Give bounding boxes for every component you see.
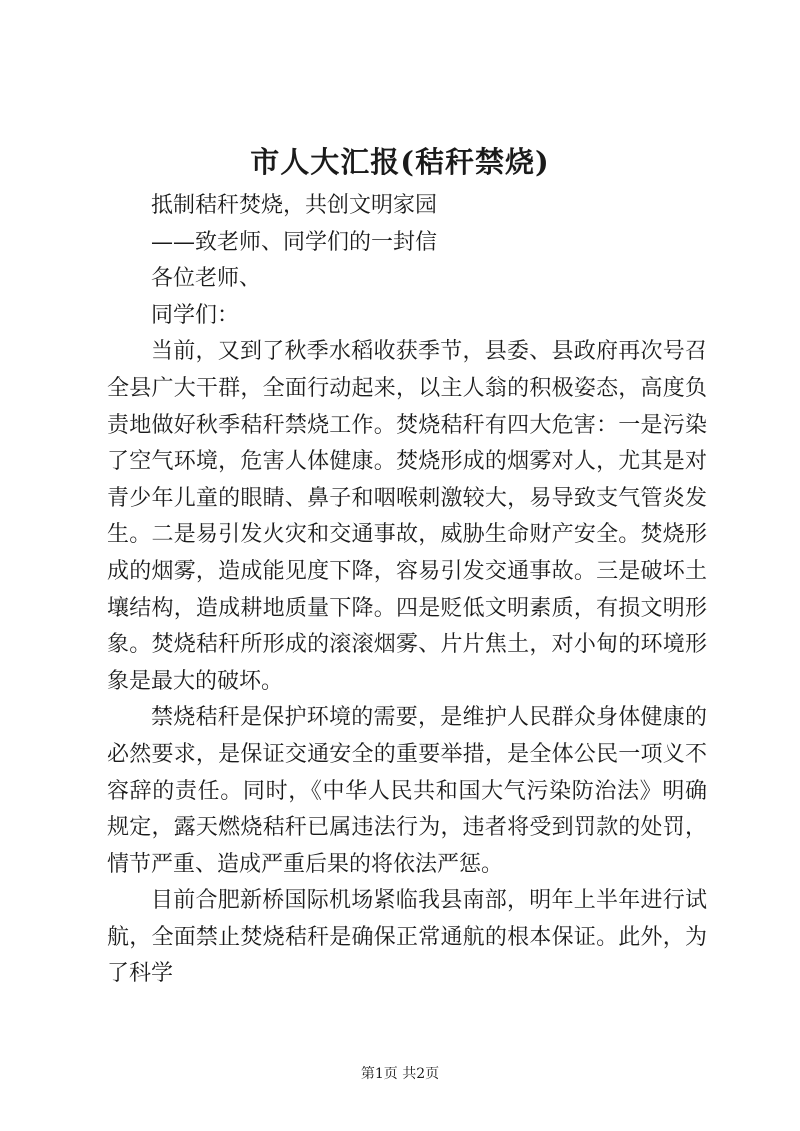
page-footer [0, 1063, 800, 1083]
page-indicator: 第1页 共2页 [360, 1066, 440, 1082]
salutation-line-1: 各位老师、 [151, 266, 262, 292]
document-body [107, 188, 707, 993]
document-title: 市人大汇报(秸秆禁烧) [250, 145, 550, 179]
body-paragraph: 目前合肥新桥国际机场紧临我县南部，明年上半年进行试航，全面禁止焚烧秸秆是确保正常通航的根本保证。此外，为了科学 [107, 888, 707, 987]
letter-subheading: ——致老师、同学们的一封信 [151, 229, 438, 255]
body-paragraph: 禁烧秸秆是保护环境的需要，是维护人民群众身体健康的必然要求，是保证交通安全的重要举措，是全体公民一项义不容辞的责任。同时，《中华人民共和国大气污染防治法》明确规定，露天燃烧秸秆已属违法行为，违者将受到罚款的处罚，情节严重、造成严重后果的将依法严惩。 [107, 705, 707, 877]
body-paragraph: 当前，又到了秋季水稻收获季节，县委、县政府再次号召全县广大干群，全面行动起来，以主人翁的积极姿态，高度负责地做好秋季秸秆禁烧工作。焚烧秸秆有四大危害：一是污染了空气环境，危害人体健康。焚烧形成的烟雾对人，尤其是对青少年儿童的眼睛、鼻子和咽喉刺激较大，易导致支气管炎发生。二是易引发火灾和交通事故，威胁生命财产安全。焚烧形成的烟雾，造成能见度下降，容易引发交通事故。三是破坏土壤结构，造成耕地质量下降。四是贬低文明素质，有损文明形象。焚烧秸秆所形成的滚滚烟雾、片片焦土，对小甸的环境形象是最大的破坏。 [107, 339, 707, 694]
letter-heading: 抵制秸秆焚烧，共创文明家园 [151, 193, 438, 218]
salutation-line-2: 同学们： [151, 302, 240, 328]
